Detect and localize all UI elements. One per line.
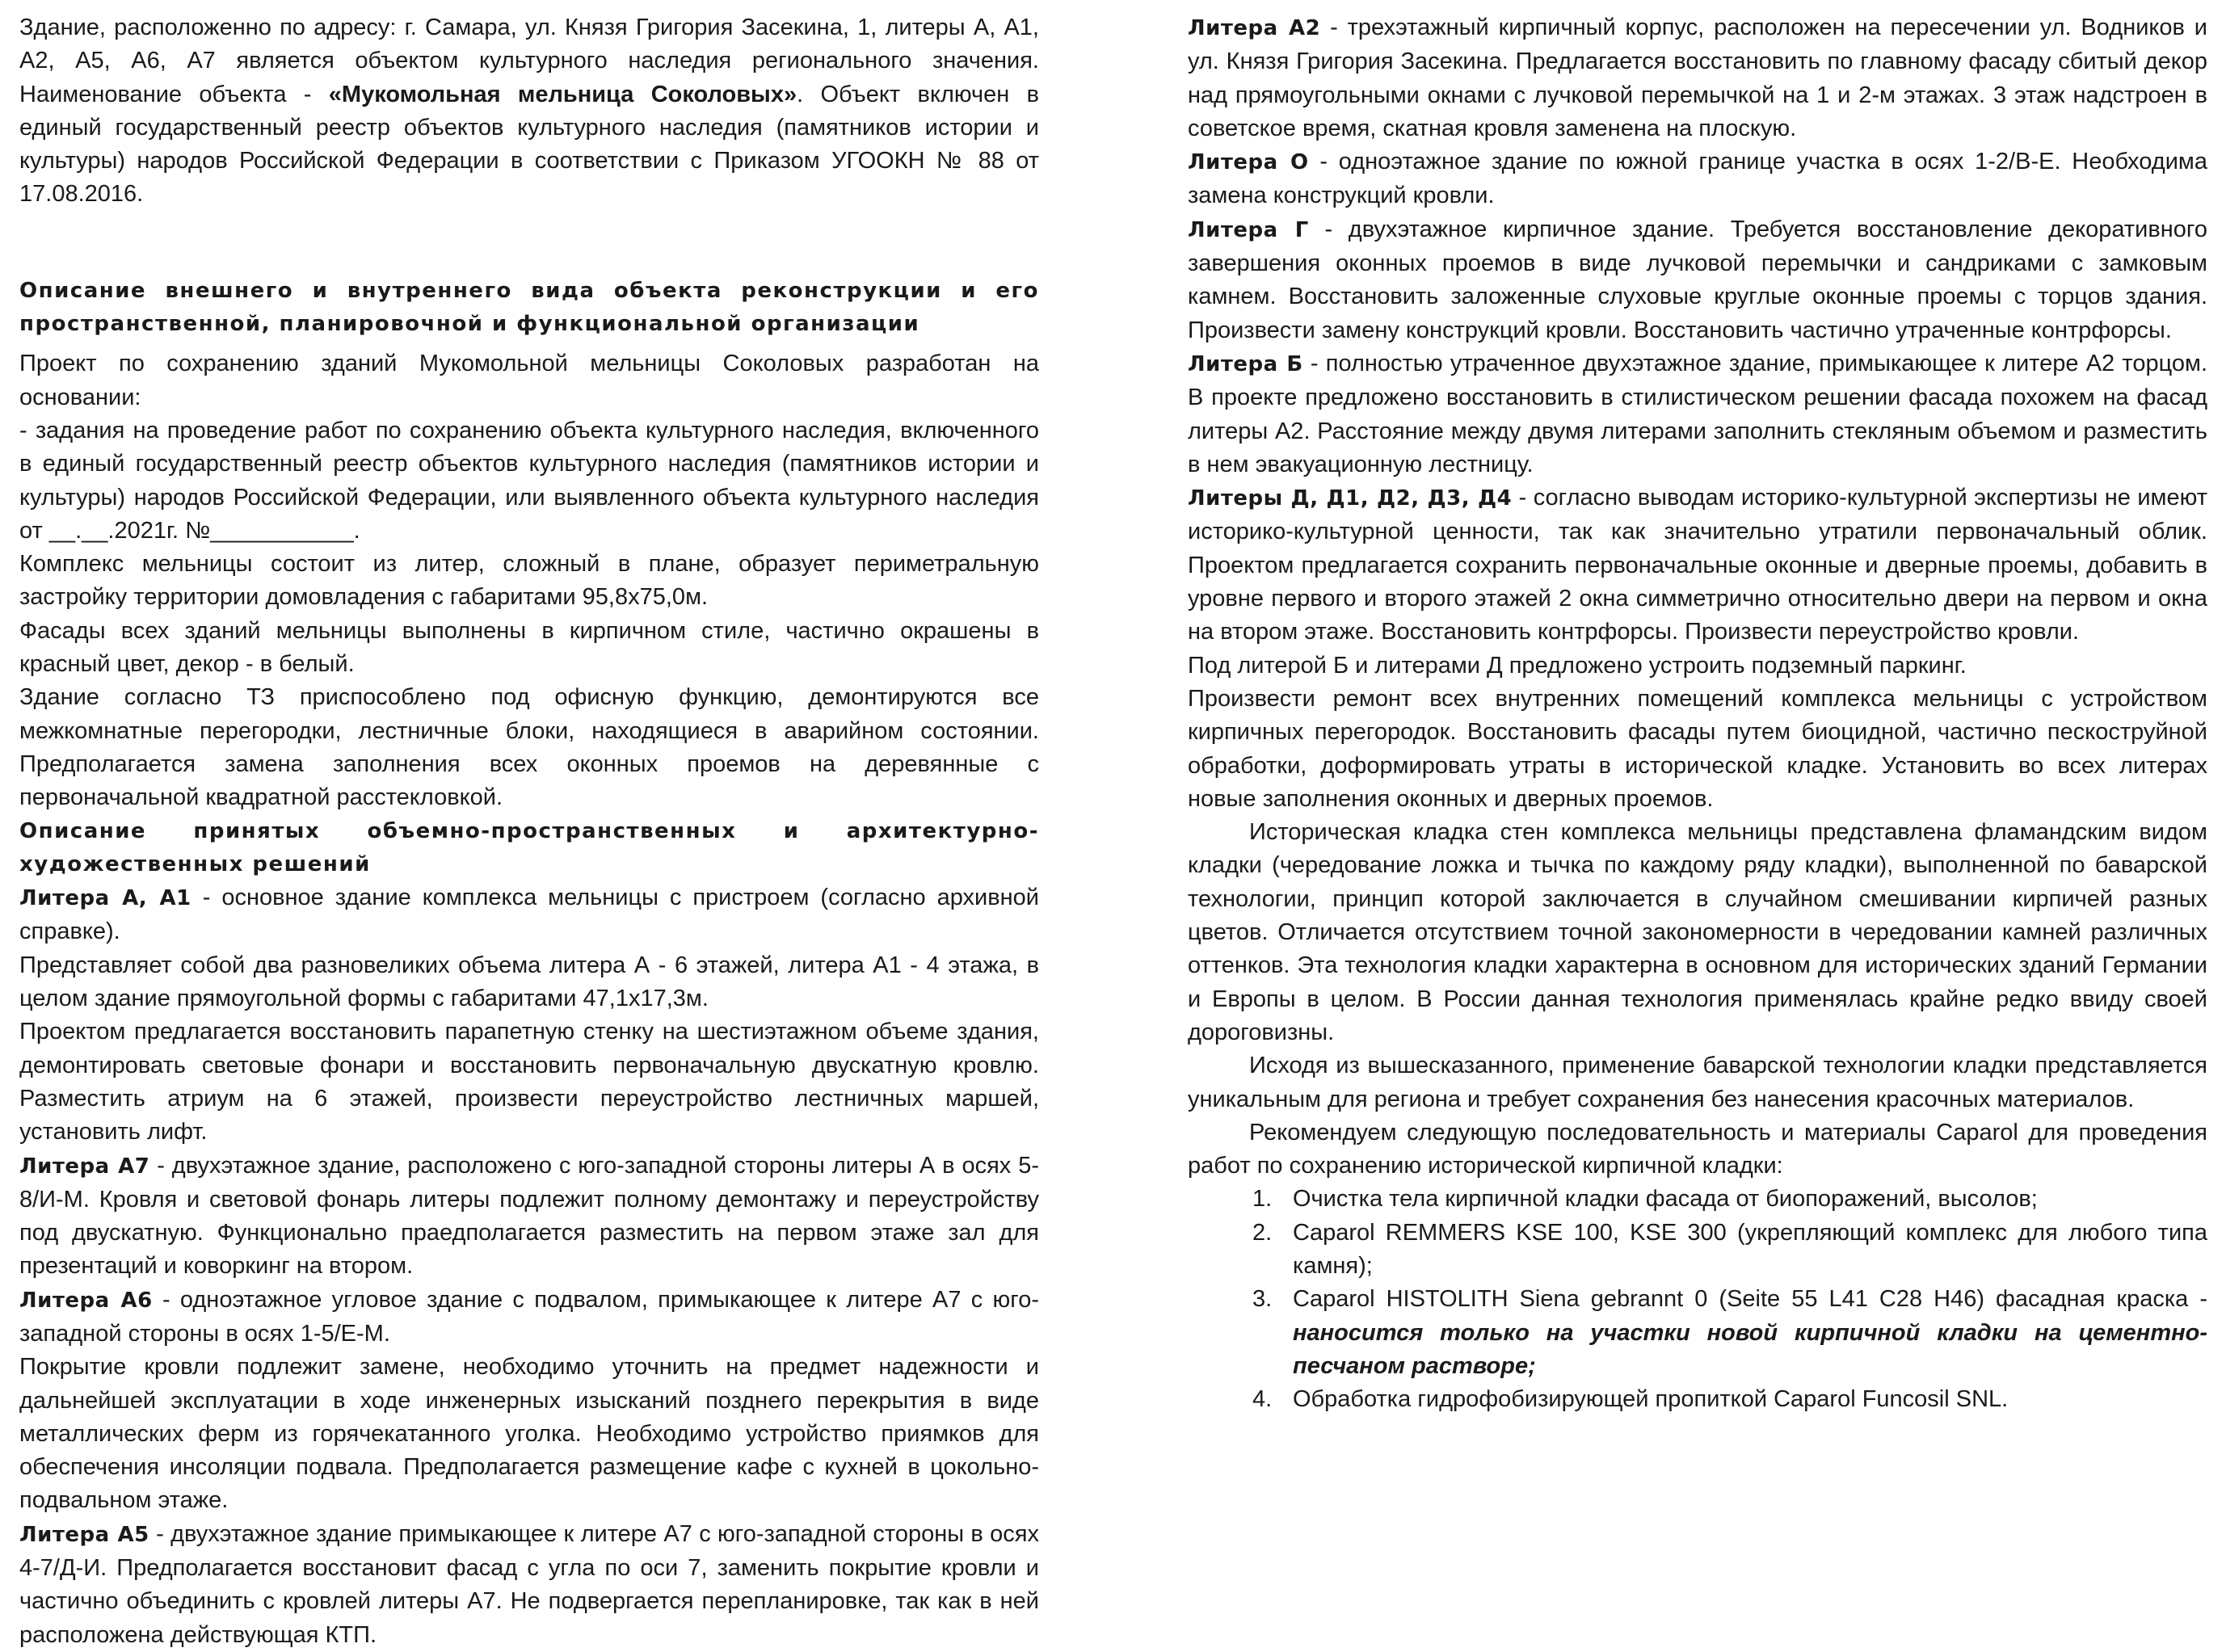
litera-text: - полностью утраченное двухэтажное здание, примыкающее к литере А2 торцом. В проекте предложено восстановить в стилистическом решении фасада похожем на фасад литеры А2. Расстояние между двумя литерами заполнить стекляным объемом и разместить в нем эвакуационную лестницу. (1188, 350, 2208, 477)
list-item-text: Очистка тела кирпичной кладки фасада от биопоражений, высолов; (1293, 1186, 2038, 1213)
list-item (1188, 1383, 2207, 1416)
intro-paragraph (19, 11, 1039, 212)
object-name: «Мукомольная мельница Соколовых» (328, 81, 797, 107)
paragraph-project-basis: Проект по сохранению зданий Мукомольной мельницы Соколовых разработан на основании: (19, 351, 1039, 410)
intro-text-continued: . Объект включен в единый государственный реестр объектов культурного наследия (памятников истории и культуры) народов Российской Федерации в соответствии с Приказом УГООКН № 88 от 17.08.2016. (19, 81, 1039, 208)
litera-text: - трехэтажный кирпичный корпус, расположен на пересечении ул. Водников и ул. Князя Григория Засекина. Предлагается восстановить по главному фасаду сбитый декор над прямоугольными окнами с лучковой перемычкой на 1 и 2-м этажах. 3 этаж надстроен в советское время, скатная кровля заменена на плоскую. (1188, 15, 2208, 141)
paragraph-litera-a (19, 881, 1039, 949)
paragraph-litera-a7 (19, 1150, 1039, 1284)
litera-label: Литера О (1188, 150, 1309, 175)
litera-label: Литера А2 (1188, 16, 1321, 40)
list-item-text: Caparol REMMERS KSE 100, KSE 300 (укрепляющий комплекс для любого типа камня); (1293, 1219, 2207, 1279)
list-item (1188, 1283, 2207, 1383)
list-item-text: Обработка гидрофобизирующей пропиткой Caparol Funcosil SNL. (1293, 1386, 2009, 1413)
paragraph-roof: Покрытие кровли подлежит замене, необходимо уточнить на предмет надежности и дальнейшей эксплуатации в ходе инженерных изысканий позднего перекрытия в виде металлических ферм из горячекатанного уголка. Необходимо устройство приямков для обеспечения инсоляции подвала. Предполагается размещение кафе с кухней в цокольно-подвальном этаже. (19, 1354, 1039, 1514)
paragraph-repair: Произвести ремонт всех внутренних помещений комплекса мельницы с устройством кирпичных перегородок. Восстановить фасады путем биоцидной, частично пескоструйной обработки, доформировать утраты в исторической кладке. Установить во всех литерах новые заполнения оконных и дверных проемов. (1188, 685, 2207, 812)
list-item-number: 2. (1252, 1219, 1273, 1246)
paragraph-recommend: Рекомендуем следующую последовательность и материалы Caparol для проведения работ по сохранению исторической кирпичной кладки: (1188, 1119, 2207, 1179)
paragraph-complex: Комплекс мельницы состоит из литер, сложный в плане, образует периметральную застройку территории домовладения с габаритами 95,8х75,0м. (19, 551, 1039, 611)
list-item-text: Caparol HISTOLITH Siena gebrannt 0 (Seite 55 L41 C28 H46) фасадная краска - (1293, 1286, 2207, 1313)
litera-text: - согласно выводам историко-культурной экспертизы не имеют историко-культурной ценности, так как значительно утратили первоначальный облик. Проектом предлагается сохранить первоначальные оконные и дверные проемы, добавить в уровне первого и второго этажей 2 окна симметрично относительно двери на первом и окна на втором этаже. Восстановить контрфорсы. Произвести переустройство кровли. (1188, 485, 2207, 645)
paragraph-bavarian: Исходя из вышесказанного, применение баварской технологии кладки представляется уникальным для региона и требует сохранения без нанесения красочных материалов. (1188, 1053, 2207, 1112)
litera-text: - основное здание комплекса мельницы с пристроем (согласно архивной справке). (19, 885, 1039, 945)
section-heading-description: Описание внешнего и внутреннего вида объекта реконструкции и его пространственной, планировочной и функциональной организации (19, 278, 1039, 337)
paragraph-litera-d (1188, 481, 2207, 649)
paragraph-volumes: Представляет собой два разновеликих объема литера А - 6 этажей, литера А1 - 4 этажа, в целом здание прямоугольной формы с габаритами 47,1х17,3м. (19, 952, 1039, 1012)
paragraph-parapet: Проектом предлагается восстановить парапетную стенку на шестиэтажном объеме здания, демонтировать световые фонари и восстановить первоначальную двускатную кровлю. Разместить атриум на 6 этажей, произвести переустройство лестничных маршей, установить лифт. (19, 1019, 1039, 1145)
litera-text: - двухэтажное здание примыкающее к литере А7 с юго-западной стороны в осях 4-7/Д-И. Предполагается восстановит фасад с угла по оси 7, заменить покрытие кровли и частично объединить с кровлей литеры А7. Не подвергается перепланировке, так как в ней расположена действующая КТП. (19, 1520, 1040, 1648)
paragraph-masonry: Историческая кладка стен комплекса мельницы представлена фламандским видом кладки (чередование ложка и тычка по каждому ряду кладки), выполненной по баварской технологии, принцип которой заключается в случайном смешивании кирпичей разных цветов. Отличается отсутствием точной закономерности в чередовании камней различных оттенков. Эта технология кладки характерна в основном для исторических зданий Германии и Европы в целом. В России данная технология применялась крайне редко ввиду своей дороговизны. (1188, 819, 2207, 1045)
litera-label: Литера А7 (19, 1154, 150, 1179)
paragraph-litera-a5 (19, 1518, 1039, 1652)
litera-label: Литера Б (1188, 351, 1303, 376)
litera-text: - двухэтажное кирпичное здание. Требуется восстановление декоративного завершения оконных проемов в виде лучковой перемычки и сандриками с замковым камнем. Восстановить заложенные слуховые круглые оконные проемы с торцов здания. Произвести замену конструкций кровли. Восстановить частично утраченные контрфорсы. (1188, 216, 2207, 343)
litera-label: Литера А6 (19, 1288, 153, 1313)
list-item-number: 1. (1252, 1186, 1273, 1213)
steps-list (1188, 1183, 2207, 1416)
paragraph-litera-a2 (1188, 11, 2207, 145)
paragraph-litera-o (1188, 145, 2207, 213)
list-item (1188, 1183, 2207, 1216)
litera-label: Литеры Д, Д1, Д2, Д3, Д4 (1188, 486, 1513, 511)
left-column (19, 11, 1039, 1652)
list-item (1188, 1217, 2207, 1284)
list-item-number: 4. (1252, 1386, 1273, 1413)
litera-label: Литера А, А1 (19, 886, 191, 911)
paragraph-litera-a6 (19, 1284, 1039, 1351)
paragraph-task: - задания на проведение работ по сохранению объекта культурного наследия, включенного в единый государственный реестр объектов культурного наследия (памятников истории и культуры) народов Российской Федерации, или выявленного объекта культурного наследия от __.__.2021г. №___________. (19, 417, 1039, 544)
paragraph-facades: Фасады всех зданий мельницы выполнены в кирпичном стиле, частично окрашены в красный цвет, декор - в белый. (19, 617, 1039, 678)
paragraph-building: Здание согласно ТЗ приспособлено под офисную функцию, демонтируются все межкомнатные перегородки, лестничные блоки, находящиеся в аварийном состоянии. Предполагается замена заполнения всех оконных проемов на деревянные с первоначальной квадратной расстекловкой. (19, 684, 1039, 811)
section-heading-solutions: Описание принятых объемно-пространственных и архитектурно-художественных решений (19, 818, 1039, 876)
intro-text: Здание, расположенно по адресу: г. Самара, ул. Князя Григория Засекина, 1, литеры А, А1, А2, А5, А6, А7 является объектом культурного наследия регионального значения. Наименование объекта - (19, 15, 1039, 107)
paragraph-litera-g (1188, 213, 2207, 347)
paragraph-parking: Под литерой Б и литерами Д предложено устроить подземный паркинг. (1188, 652, 1967, 679)
right-column (1188, 11, 2207, 1416)
list-item-emphasis: наносится только на участки новой кирпичной кладки на цементно-песчаном растворе; (1293, 1319, 2207, 1379)
litera-label: Литера Г (1188, 217, 1309, 242)
litera-text: - одноэтажное здание по южной границе участка в осях 1-2/В-Е. Необходима замена конструкций кровли. (1188, 149, 2207, 209)
spacer (19, 212, 1039, 275)
list-item-number: 3. (1252, 1286, 1273, 1313)
litera-text: - двухэтажное здание, расположено с юго-западной стороны литеры А в осях 5-8/И-М. Кровля и световой фонарь литеры подлежит полному демонтажу и переустройству под двускатную. Функционально праедполагается разместить на первом этаже зал для презентаций и коворкинг на втором. (19, 1152, 1039, 1280)
paragraph-litera-b (1188, 347, 2207, 481)
litera-text: - одноэтажное угловое здание с подвалом, примыкающее к литере А7 с юго-западной стороны в осях 1-5/Е-М. (19, 1286, 1040, 1347)
litera-label: Литера А5 (19, 1522, 149, 1547)
